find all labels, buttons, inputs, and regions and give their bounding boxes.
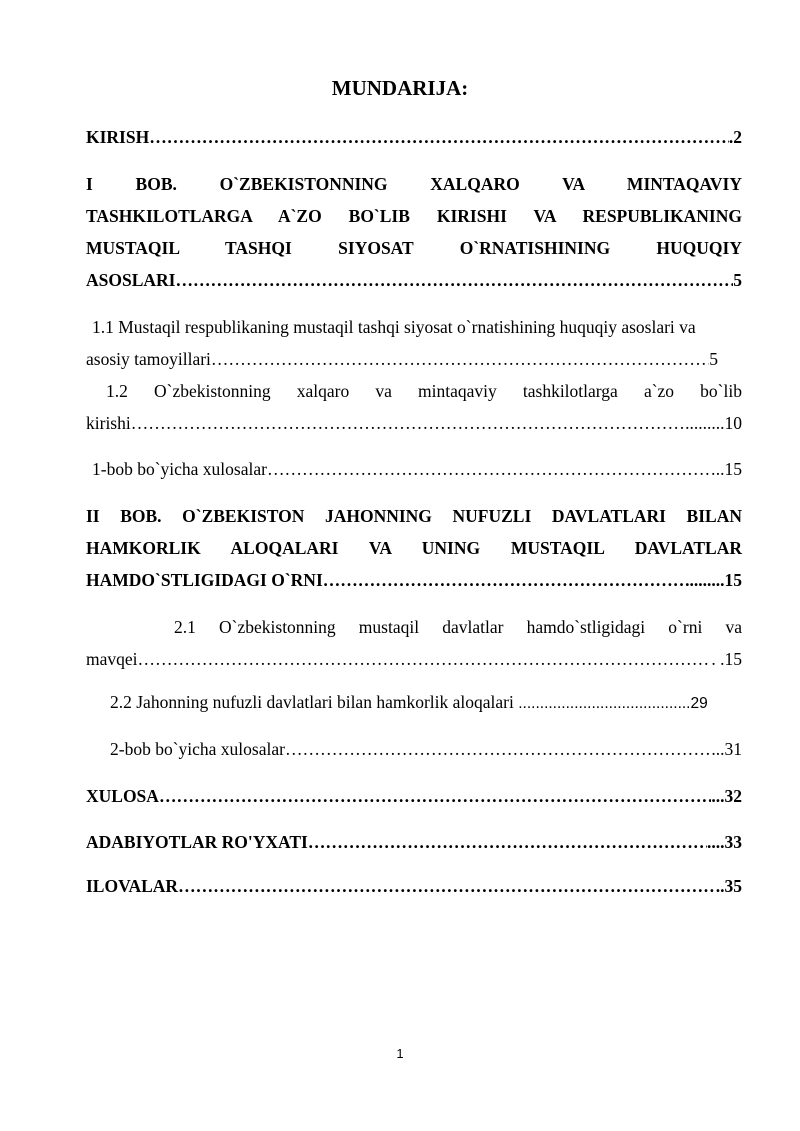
dot-leader xyxy=(178,870,716,902)
toc-entry-kirish[interactable] xyxy=(86,121,742,153)
toc-entry-text: 2-bob bo`yicha xulosalar xyxy=(110,739,285,759)
toc-entry-xulosa[interactable] xyxy=(86,780,742,812)
toc-entry-text: HAMDO`STLIGIDAGI O`RNI xyxy=(86,570,323,590)
dot-leader xyxy=(175,264,733,296)
toc-entry-chapter-2-conclusions[interactable] xyxy=(86,733,742,765)
toc-entry-line xyxy=(86,686,742,720)
dot-leader xyxy=(211,343,709,375)
page-title: MUNDARIJA: xyxy=(331,76,469,100)
dot-leader xyxy=(159,780,711,812)
dot-leader xyxy=(138,643,712,675)
dot-leader xyxy=(149,121,729,153)
toc-entry-line: I BOB. O`ZBEKISTONNING XALQARO VA MINTAQAVIY xyxy=(86,174,742,194)
toc-entry-section-2-2[interactable] xyxy=(86,686,742,720)
toc-page-number: 5 xyxy=(709,349,718,369)
page-number: 1 xyxy=(396,1046,404,1061)
toc-page-number: ....33 xyxy=(707,832,742,852)
toc-page-number: .........15 xyxy=(685,570,742,590)
toc-entry-line: HAMKORLIK ALOQALARI VA UNING MUSTAQIL DAVLATLAR xyxy=(86,538,742,558)
toc-entry-text: ASOSLARI xyxy=(86,270,176,290)
toc-entry-text: XULOSA xyxy=(86,786,159,806)
toc-entry-section-1-1[interactable] xyxy=(86,311,742,375)
toc-page-number: ...31 xyxy=(711,739,742,759)
toc-entry-text: mavqei xyxy=(86,649,138,669)
toc-entry-line: 1.1 Mustaqil respublikaning mustaqil tashqi siyosat o`rnatishining huquqiy asoslari va xyxy=(92,317,696,337)
toc-entry-line: TASHKILOTLARGA A`ZO BO`LIB KIRISHI VA RESPUBLIKANING xyxy=(86,206,742,226)
toc-page-number: .........10 xyxy=(685,413,742,433)
toc-entry-chapter-1-conclusions[interactable] xyxy=(86,453,742,485)
toc-page-number: ...32 xyxy=(711,786,742,806)
toc-entry-text: asosiy tamoyillari xyxy=(86,349,211,369)
toc-entry-text: 1-bob bo`yicha xulosalar xyxy=(92,459,267,479)
toc-entry-line: II BOB. O`ZBEKISTON JAHONNING NUFUZLI DAVLATLARI BILAN xyxy=(86,506,742,526)
toc-entry-adabiyotlar[interactable] xyxy=(86,826,742,858)
toc-page-number: . .15 xyxy=(711,649,742,669)
toc-page-number: ..15 xyxy=(715,459,742,479)
toc-entry-section-2-1[interactable] xyxy=(86,611,742,675)
toc-entry-text: 2.2 Jahonning nufuzli davlatlari bilan hamkorlik aloqalari xyxy=(110,692,519,712)
toc-page-number: ........................................29 xyxy=(518,695,708,712)
toc-entry-chapter-2[interactable] xyxy=(86,500,742,596)
toc-page-number: .2 xyxy=(728,127,742,147)
toc-entry-chapter-1[interactable] xyxy=(86,168,742,296)
toc-entry-text: ADABIYOTLAR RO'YXATI xyxy=(86,832,308,852)
toc-entry-section-1-2[interactable] xyxy=(86,375,742,439)
toc-page-number: ..35 xyxy=(715,876,742,896)
dot-leader xyxy=(323,564,685,596)
toc-entry-text: ILOVALAR xyxy=(86,876,179,896)
dot-leader xyxy=(131,407,685,439)
dot-leader xyxy=(285,733,711,765)
dot-leader xyxy=(267,453,716,485)
toc-entry-text: kirishi xyxy=(86,413,131,433)
toc-entry-line: 1.2 O`zbekistonning xalqaro va mintaqaviy tashkilotlarga a`zo bo`lib xyxy=(106,381,742,401)
toc-entry-line: MUSTAQIL TASHQI SIYOSAT O`RNATISHINING HUQUQIY xyxy=(86,238,742,258)
toc-page-number: 5 xyxy=(733,270,742,290)
toc-entry-text: KIRISH xyxy=(86,127,150,147)
dot-leader xyxy=(308,826,707,858)
toc-entry-line: 2.1 O`zbekistonning mustaqil davlatlar hamdo`stligidagi o`rni va xyxy=(174,617,742,637)
toc-entry-ilovalar[interactable] xyxy=(86,870,742,902)
